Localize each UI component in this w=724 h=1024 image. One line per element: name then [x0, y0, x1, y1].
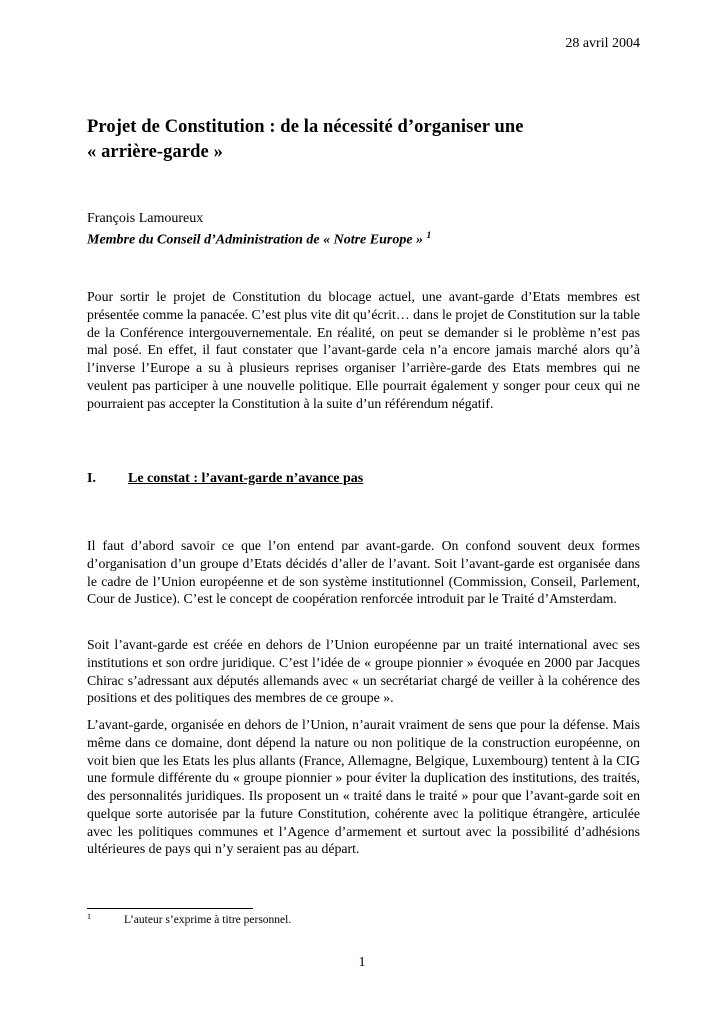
footnote-block [87, 908, 640, 926]
paragraph-1: Pour sortir le projet de Constitution du blocage actuel, une avant-garde d’Etats membres est présentée comme la panacée. C’est plus vite dit qu’écrit… dans le projet de Constitution sur la table de la Conférence intergouvernementale. En réalité, on peut se demander si le problème n’est pas mal posé. En effet, il faut constater que l’avant-garde cela n’a encore jamais marché alors qu’à l’inverse l’Europe a su à plusieurs reprises organiser l’arrière-garde des Etats membres qui ne veulent pas participer à une nouvelle politique. Elle pourrait également y songer pour ceux qui ne pourraient pas accepter la Constitution à la suite d’un référendum négatif. [87, 289, 640, 411]
section-heading [87, 471, 640, 487]
paragraph-4: L’avant-garde, organisée en dehors de l’Union, n’aurait vraiment de sens que pour la défense. Mais même dans ce domaine, dont dépend la nature ou non politique de la construction européenne, on voit bien que les Etats les plus allants (France, Allemagne, Belgique, Luxembourg) tentent à la CIG une formule différente du « groupe pionnier » pour éviter la duplication des institutions, des traités, des personnalités juridiques. Ils proposent un « traité dans le traité » pour que l’avant-garde soit en quelque sorte autorisée par la future Constitution, cohérente avec la politique étrangère, articulée avec les politiques communes et l’Agence d’armement et surtout avec la possibilité d’adhésions ultérieures de pays qui n’y seraient pas au départ. [87, 717, 640, 857]
document-title-line2: « arrière-garde » [87, 142, 223, 162]
document-title [87, 115, 662, 165]
footnote [87, 912, 640, 926]
footnote-separator [87, 908, 253, 909]
section-title: Le constat : l’avant-garde n’avance pas [128, 471, 364, 486]
author-name: François Lamoureux [87, 211, 204, 226]
author-block [87, 210, 639, 249]
document-date: 28 avril 2004 [565, 36, 640, 51]
paragraph-3: Soit l’avant-garde est créée en dehors de l’Union européenne par un traité international avec ses institutions et son ordre juridique. C’est l’idée de « groupe pionnier » évoquée en 2000 par Jacques Chirac s’adressant aux députés allemands avec « un secrétariat chargé de veiller à la cohérence des positions et des politiques des membres de ce groupe ». [87, 637, 640, 706]
section-numeral: I. [87, 471, 96, 486]
author-role-text: Membre du Conseil d’Administration de « Notre Europe » [87, 232, 427, 248]
author-role [87, 228, 639, 249]
document-title-line1: Projet de Constitution : de la nécessité d’organiser une [87, 117, 524, 137]
page-number: 1 [358, 955, 366, 970]
footnote-marker: 1 [87, 912, 91, 921]
footnote-text: L’auteur s’exprime à titre personnel. [124, 914, 292, 926]
paragraph-2: Il faut d’abord savoir ce que l’on entend par avant-garde. On confond souvent deux formes d’organisation d’un groupe d’Etats décidés d’aller de l’avant. Soit l’avant-garde est organisée dans le cadre de l’Union européenne et de son système institutionnel (Commission, Conseil, Parlement, Cour de Justice). C’est le concept de coopération renforcée introduit par le Traité d’Amsterdam. [87, 538, 640, 607]
author-footnote-ref: 1 [426, 230, 432, 241]
